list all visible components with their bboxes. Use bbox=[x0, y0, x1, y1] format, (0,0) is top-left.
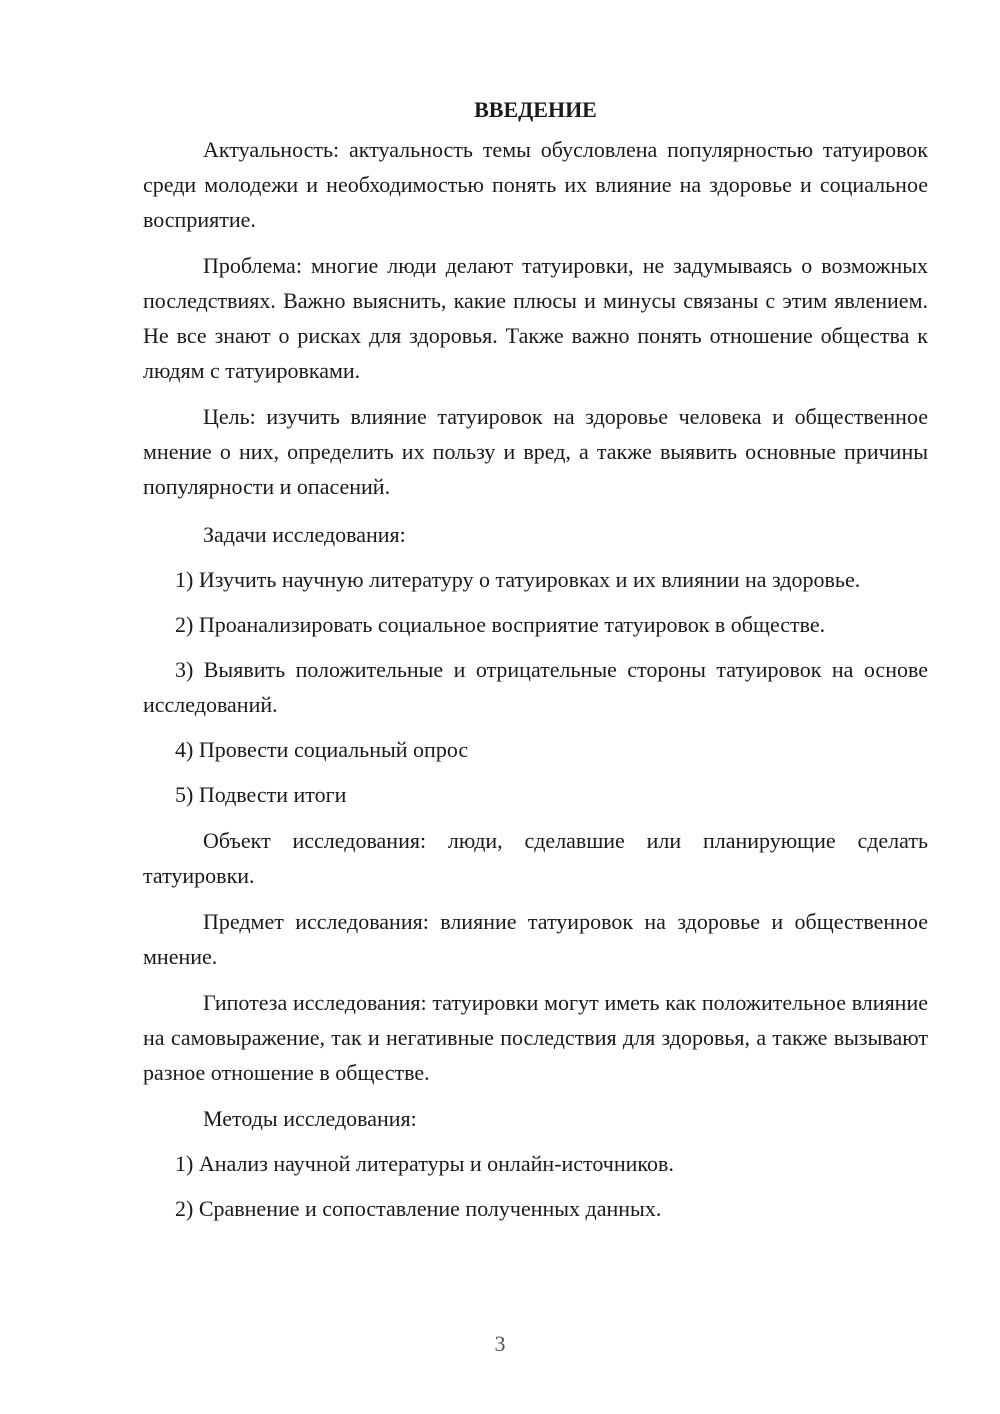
tasks-heading: Задачи исследования: bbox=[203, 522, 406, 547]
method-item-1: 1) Анализ научной литературы и онлайн-источников. bbox=[175, 1151, 674, 1176]
paragraph-object: Объект исследования: люди, сделавшие или планирующие сделать татуировки. bbox=[143, 828, 928, 888]
paragraph-hypothesis: Гипотеза исследования: татуировки могут иметь как положительное влияние на самовыражение, так и негативные последствия для здоровья, а также вызывают разное отношение в обществе. bbox=[143, 990, 928, 1085]
methods-heading: Методы исследования: bbox=[203, 1106, 417, 1131]
paragraph-goal: Цель: изучить влияние татуировок на здоровье человека и общественное мнение о них, определить их пользу и вред, а также выявить основные причины популярности и опасений. bbox=[143, 404, 928, 499]
task-item-4: 4) Провести социальный опрос bbox=[175, 737, 469, 762]
document-body bbox=[143, 92, 928, 1226]
task-item-2: 2) Проанализировать социальное восприятие татуировок в обществе. bbox=[175, 612, 826, 637]
section-title: ВВЕДЕНИЕ bbox=[474, 97, 597, 122]
paragraph-problem: Проблема: многие люди делают татуировки, не задумываясь о возможных последствиях. Важно выяснить, какие плюсы и минусы связаны с этим явлением. Не все знают о рисках для здоровья. Также важно понять отношение общества к людям с татуировками. bbox=[143, 253, 928, 383]
method-item-2: 2) Сравнение и сопоставление полученных данных. bbox=[175, 1196, 662, 1221]
task-item-3: 3) Выявить положительные и отрицательные стороны татуировок на основе исследований. bbox=[143, 657, 928, 717]
paragraph-relevance: Актуальность: актуальность темы обусловлена популярностью татуировок среди молодежи и необходимостью понять их влияние на здоровье и социальное восприятие. bbox=[143, 137, 928, 232]
page-number: 3 bbox=[494, 1331, 506, 1356]
task-item-1: 1) Изучить научную литературу о татуировках и их влиянии на здоровье. bbox=[175, 567, 861, 592]
task-item-5: 5) Подвести итоги bbox=[175, 782, 347, 807]
paragraph-subject: Предмет исследования: влияние татуировок на здоровье и общественное мнение. bbox=[143, 909, 928, 969]
